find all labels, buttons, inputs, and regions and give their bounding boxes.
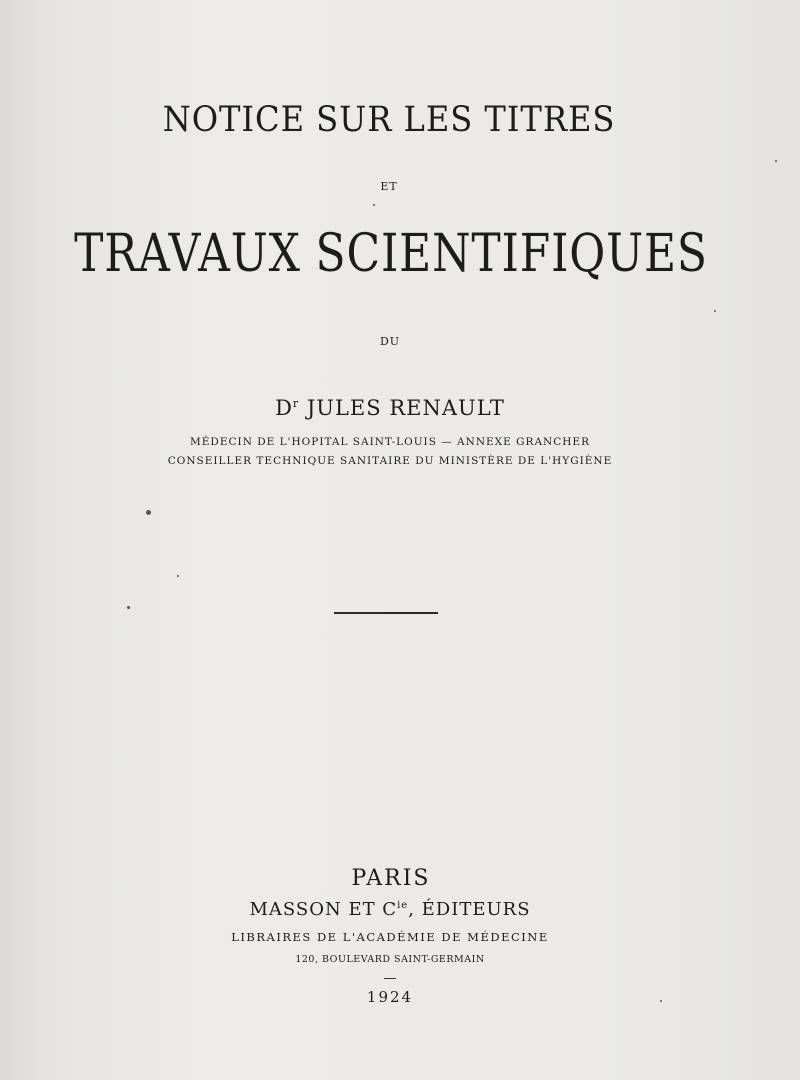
imprint-publisher — [0, 899, 780, 920]
affiliation-line-2: CONSEILLER TECHNIQUE SANITAIRE DU MINISTÈRE DE L'HYGIÈNE — [167, 455, 613, 467]
small-divider — [384, 978, 396, 979]
author-prefix: D — [275, 396, 293, 420]
title-line-2: TRAVAUX SCIENTIFIQUES — [74, 224, 708, 284]
title-line-1: NOTICE SUR LES TITRES — [162, 100, 616, 140]
scan-speck — [373, 204, 375, 206]
imprint-city: PARIS — [351, 866, 431, 891]
preposition-du: DU — [379, 335, 401, 348]
imprint-address: 120, BOULEVARD SAINT-GERMAIN — [295, 954, 485, 965]
imprint-libraires: LIBRAIRES DE L'ACADÉMIE DE MÉDECINE — [231, 930, 549, 944]
scan-speck — [775, 160, 777, 162]
author-full-name: JULES RENAULT — [306, 396, 505, 420]
scan-speck — [660, 1000, 662, 1002]
imprint-year: 1924 — [366, 988, 414, 1006]
author-name — [0, 396, 780, 420]
scan-speck — [127, 606, 130, 609]
scan-speck — [714, 310, 716, 312]
publisher-sup: ie — [397, 900, 409, 911]
scan-speck — [177, 575, 179, 577]
scan-speck — [146, 510, 151, 515]
publisher-prefix: MASSON ET C — [249, 899, 398, 920]
conjunction-et: ET — [380, 180, 398, 193]
author-prefix-sup: r — [292, 397, 300, 410]
horizontal-rule — [334, 612, 438, 614]
publisher-suffix: , ÉDITEURS — [408, 899, 531, 920]
affiliation-line-1: MÉDECIN DE L'HOPITAL SAINT-LOUIS — ANNEXE GRANCHER — [190, 436, 590, 448]
